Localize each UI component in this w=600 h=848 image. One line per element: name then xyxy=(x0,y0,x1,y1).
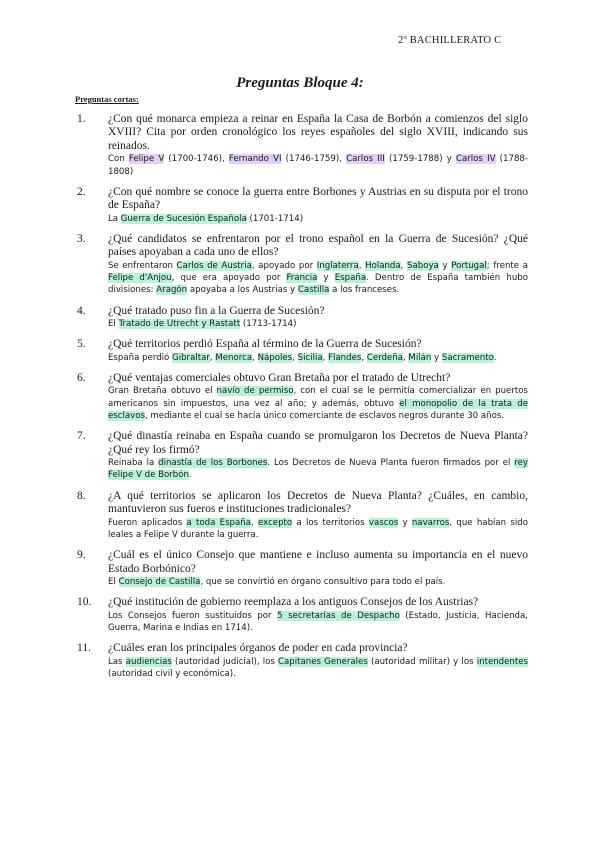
answer-segment: apoyaba a los Austrias y xyxy=(187,285,298,296)
highlighted-term: Felipe d'Anjou xyxy=(108,273,172,284)
answer-segment: (autoridad militar) y los xyxy=(367,656,477,667)
question-number: 5. xyxy=(77,338,86,351)
answer-segment: , mediante el cual se hacía único comerciante de esclavos negros durante 30 años. xyxy=(144,411,505,422)
answer-segment: (1746-1759), xyxy=(281,154,347,165)
answer-text xyxy=(108,260,528,297)
question-text: ¿Qué tratado puso fin a la Guerra de Sucesión? xyxy=(108,304,325,317)
highlighted-term: Capitanes Generales xyxy=(278,656,368,667)
answer-segment: Se enfrentaron xyxy=(108,260,177,271)
answer-text xyxy=(108,457,528,482)
highlighted-term: Sicilia xyxy=(297,352,323,363)
answer-segment: y xyxy=(431,352,442,363)
answer-text xyxy=(108,576,528,588)
question-text: ¿Cuáles eran los principales órganos de poder en cada provincia? xyxy=(108,642,408,655)
answer-segment: (1701-1714) xyxy=(246,213,304,224)
answer-text xyxy=(108,656,528,681)
highlighted-term: intendentes xyxy=(476,656,528,667)
answer-segment: , con el cual se le permitía comercializar en puertos americanos sin impuestos, una vez al año; y además, obtuvo xyxy=(108,386,528,409)
highlighted-term: Gibraltar xyxy=(172,352,210,363)
highlighted-term: audiencias xyxy=(125,656,172,667)
answer-segment: y xyxy=(317,273,335,284)
highlighted-term: navío de permiso xyxy=(216,386,294,397)
answer-segment: La xyxy=(108,213,121,224)
question-number: 8. xyxy=(77,489,86,502)
question-text: ¿Qué ventajas comerciales obtuvo Gran Bretaña por el tratado de Utrecht? xyxy=(108,372,451,385)
question-item xyxy=(77,113,528,178)
highlighted-term: Milán xyxy=(408,352,432,363)
question-number: 7. xyxy=(77,430,86,443)
answer-segment: El xyxy=(108,576,119,587)
highlighted-term: Francia xyxy=(286,273,318,284)
answer-segment: Reinaba la xyxy=(108,458,159,469)
answer-segment: . Los Decretos de Nueva Planta fueron firmados por el xyxy=(267,458,515,469)
answer-segment: , xyxy=(361,352,367,363)
highlighted-term: Cerdeña xyxy=(366,352,403,363)
question-number: 10. xyxy=(77,596,92,609)
question-item xyxy=(77,338,528,364)
answer-text xyxy=(108,318,528,330)
question-text: ¿Con qué nombre se conoce la guerra entre Borbones y Austrias en su disputa por el trono de España? xyxy=(108,185,528,212)
highlighted-term: Portugal xyxy=(451,260,487,271)
answer-segment: Los Consejos fueron sustituidos por xyxy=(108,610,278,621)
answer-segment: El xyxy=(108,319,119,330)
highlighted-term: navarros xyxy=(411,517,450,528)
question-text: ¿Qué candidatos se enfrentaron por el trono español en la Guerra de Sucesión? ¿Qué países apoyaban a cada uno de ellos? xyxy=(108,232,528,259)
answer-segment: , xyxy=(292,352,298,363)
question-number: 4. xyxy=(77,304,86,317)
question-text: ¿Qué territorios perdió España al término de la Guerra de Sucesión? xyxy=(108,338,422,351)
question-number: 2. xyxy=(77,185,86,198)
highlighted-term: Menorca xyxy=(215,352,253,363)
answer-text xyxy=(108,517,528,542)
answer-text xyxy=(108,610,528,635)
question-item xyxy=(77,372,528,422)
highlighted-term: dinastía de los Borbones xyxy=(158,458,268,469)
answer-segment: (1788-1808) xyxy=(108,154,528,177)
question-number: 6. xyxy=(77,372,86,385)
answer-segment: . xyxy=(493,352,497,363)
question-text: ¿Qué dinastía reinaba en España cuando se promulgaron los Decretos de Nueva Planta? ¿Qué rey los firmó? xyxy=(108,430,528,456)
course-header: 2º BACHILLERATO C xyxy=(398,35,502,46)
answer-segment: (1759-1788) y xyxy=(384,154,456,165)
answer-segment: (1700-1746), xyxy=(164,154,229,165)
answer-segment: . xyxy=(188,470,192,481)
highlighted-term: Fernando VI xyxy=(228,154,282,165)
answer-text xyxy=(108,153,528,178)
question-list xyxy=(77,113,529,688)
highlighted-term: España xyxy=(334,273,367,284)
answer-segment: y xyxy=(438,260,452,271)
highlighted-term: Guerra de Sucesión Española xyxy=(120,213,247,224)
answer-segment: España perdió xyxy=(108,352,173,363)
question-number: 11. xyxy=(77,642,91,655)
highlighted-term: el monopolio de la trata de esclavos xyxy=(108,398,528,422)
answer-segment: , apoyado por xyxy=(251,260,317,271)
answer-segment: Las xyxy=(108,656,126,667)
answer-segment: Con xyxy=(108,154,129,165)
answer-segment: (autoridad civil y económica). xyxy=(108,668,236,679)
answer-segment: y xyxy=(398,517,412,528)
answer-text xyxy=(108,352,528,364)
question-item xyxy=(77,232,528,297)
answer-segment: Fueron aplicados xyxy=(108,517,187,528)
answer-text xyxy=(108,385,528,422)
highlighted-term: a toda España xyxy=(186,517,251,528)
question-text: ¿Cuál es el único Consejo que mantiene e incluso aumenta su importancia en el nuevo Estado Borbónico? xyxy=(108,549,528,575)
answer-segment: a los franceses. xyxy=(329,285,400,296)
question-item xyxy=(77,304,528,331)
highlighted-term: Holanda xyxy=(365,260,401,271)
answer-segment: , xyxy=(252,352,258,363)
highlighted-term: Aragón xyxy=(156,285,188,296)
answer-segment: , que habían sido leales a Felipe V durante la guerra. xyxy=(108,517,528,540)
highlighted-term: Consejo de Castilla xyxy=(118,576,201,587)
highlighted-term: excepto xyxy=(258,517,293,528)
question-text: ¿A qué territorios se aplicaron los Decretos de Nueva Planta? ¿Cuáles, en cambio, mantuvieron sus fueros e instituciones tradicionales? xyxy=(108,489,528,516)
answer-segment: , xyxy=(400,260,408,271)
question-number: 3. xyxy=(77,232,86,245)
highlighted-term: Flandes xyxy=(328,352,362,363)
answer-text xyxy=(108,213,528,225)
highlighted-term: Felipe V xyxy=(128,154,165,165)
answer-segment: , xyxy=(402,352,409,363)
answer-segment: , que se convirtió en órgano consultivo para todo el país. xyxy=(200,576,446,587)
question-text: ¿Con qué monarca empieza a reinar en España la Casa de Borbón a comienzos del siglo XVIII? Cita por orden cronológico los reyes españoles del siglo XVIII, indicando sus reinados. xyxy=(108,113,528,152)
highlighted-term: Carlos III xyxy=(346,154,385,165)
highlighted-term: Sacramento xyxy=(441,352,494,363)
question-item xyxy=(77,185,528,225)
answer-segment: (Estado, Justicia, Hacienda, Guerra, Marina e Indias en 1714). xyxy=(108,610,529,633)
question-number: 9. xyxy=(77,549,86,562)
question-text: ¿Qué institución de gobierno reemplaza a los antiguos Consejos de los Austrias? xyxy=(108,596,479,609)
highlighted-term: 5 secretarías de Despacho xyxy=(277,610,400,621)
answer-segment: , que era apoyado por xyxy=(171,273,287,284)
highlighted-term: Inglaterra xyxy=(316,260,359,271)
highlighted-term: Tratado de Utrecht y Rastatt xyxy=(118,319,241,330)
answer-segment: . Dentro de España también hubo divisiones: xyxy=(108,273,528,296)
question-item xyxy=(77,596,529,634)
page-title: Preguntas Bloque 4: xyxy=(236,75,364,91)
answer-segment: , xyxy=(322,352,329,363)
highlighted-term: Carlos de Austria xyxy=(176,260,252,271)
answer-segment: ; frente a xyxy=(486,260,528,271)
answer-segment: (1713-1714) xyxy=(240,319,297,330)
question-item xyxy=(77,489,528,541)
question-number: 1. xyxy=(77,113,86,125)
question-item xyxy=(77,549,528,588)
highlighted-term: Nápoles xyxy=(257,352,293,363)
answer-segment: , xyxy=(209,352,216,363)
highlighted-term: rey Felipe V de Borbón xyxy=(108,458,529,481)
question-item xyxy=(77,430,529,481)
answer-segment: Gran Bretaña obtuvo el xyxy=(108,386,217,397)
question-item xyxy=(77,642,528,680)
answer-segment: (autoridad judicial), los xyxy=(171,656,279,667)
highlighted-term: Carlos IV xyxy=(455,154,496,165)
highlighted-term: Saboya xyxy=(407,260,439,271)
answer-segment: a los territorios xyxy=(292,517,369,528)
highlighted-term: Castilla xyxy=(297,285,330,296)
answer-segment: , xyxy=(251,517,259,528)
highlighted-term: vascos xyxy=(368,517,399,528)
section-subtitle: Preguntas cortas: xyxy=(75,94,139,104)
answer-segment: , xyxy=(358,260,366,271)
